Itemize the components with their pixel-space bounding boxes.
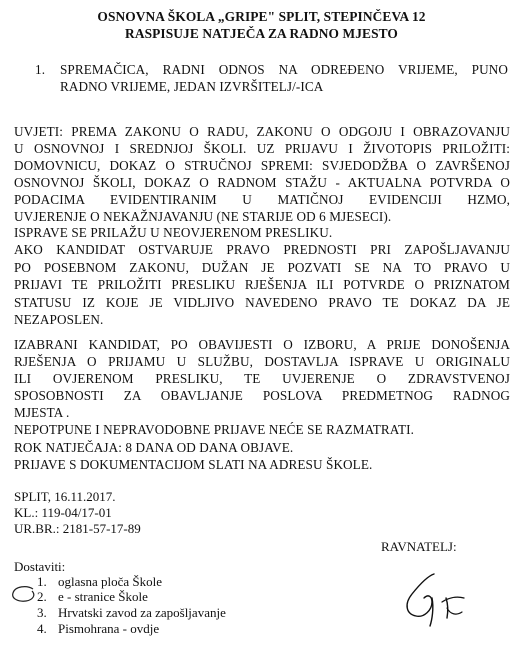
body-line: U OSNOVNOJ I SREDNJOJ ŠKOLI. UZ PRIJAVU I ŽIVOTOPIS PRILOŽITI: (14, 141, 510, 156)
body-line: NEPOTPUNE I NEPRAVODOBNE PRIJAVE NEĆE SE RAZMATRATI. (14, 422, 414, 437)
body-line: PO POSEBNOM ZAKONU, DUŽAN JE POZVATI SE NA TO PRAVO U (14, 260, 510, 275)
position-line-1: SPREMAČICA, RADNI ODNOS NA ODREĐENO VRIJEME, PUNO (60, 62, 508, 77)
body-line: DOMOVNICU, DOKAZ O STRUČNOJ SPREMI: SVJEDODŽBA O ZAVRŠENOJ (14, 158, 510, 173)
body-line: UVJERENJE O NEKAŽNJAVANJU (NE STARIJE OD 6 MJESECI). (14, 209, 392, 224)
classification-number: KL.: 119-04/17-01 (14, 505, 112, 520)
handwritten-signature (398, 568, 498, 628)
body-line: OSNOVNOJ ŠKOLI, DOKAZ O RADNOM STAŽU - AKTUALNA POTVRDA O (14, 175, 510, 190)
distribution-item: oglasna ploča Škole (58, 574, 162, 589)
body-line: PRIJAVE S DOKUMENTACIJOM SLATI NA ADRESU ŠKOLE. (14, 457, 373, 472)
body-line: UVJETI: PREMA ZAKONU O RADU, ZAKONU O ODGOJU I OBRAZOVANJU (14, 124, 510, 139)
distribution-item-number: 4. (37, 621, 47, 636)
handwritten-circle-mark (11, 585, 37, 603)
body-line: AKO KANDIDAT OSTVARUJE PRAVO PREDNOSTI PRI ZAPOŠLJAVANJU (14, 242, 510, 257)
body-line: STATUSU IZ KOJE JE VIDLJIVO NAVEDENO PRAVO TE DOKAZ DA JE (14, 295, 510, 310)
body-line: RJEŠENJA O PRIJAMU U SLUŽBU, DOSTAVLJA ISPRAVE U ORIGINALU (14, 354, 510, 369)
document-date: SPLIT, 16.11.2017. (14, 489, 116, 504)
position-number: 1. (35, 62, 46, 77)
body-line: SPOSOBNOSTI ZA OBAVLJANJE POSLOVA PREDMETNOG RADNOG (14, 388, 510, 403)
body-line: ISPRAVE SE PRILAŽU U NEOVJERENOM PRESLIKU. (14, 225, 333, 240)
signature-label: RAVNATELJ: (381, 539, 457, 554)
body-line: MJESTA . (14, 405, 70, 420)
body-line: PODACIMA EVIDENTIRANIM U MATIČNOJ EVIDENCIJI HZMO, (14, 192, 510, 207)
distribution-item-number: 2. (37, 589, 47, 604)
body-line: NEZAPOSLEN. (14, 312, 104, 327)
body-line: ROK NATJEČAJA: 8 DANA OD DANA OBJAVE. (14, 440, 294, 455)
position-line-2: RADNO VRIJEME, JEDAN IZVRŠITELJ/-ICA (60, 79, 324, 94)
distribution-item-number: 3. (37, 605, 47, 620)
distribution-item: Hrvatski zavod za zapošljavanje (58, 605, 226, 620)
distribution-item-number: 1. (37, 574, 47, 589)
body-line: ILI OVJERENOM PRESLIKU, TE UVJERENJE O ZDRAVSTVENOJ (14, 371, 510, 386)
body-line: PRIJAVI TE PRILOŽITI PRESLIKU RJEŠENJA ILI POTVRDE O PRIZNATOM (14, 277, 510, 292)
body-line: IZABRANI KANDIDAT, PO OBAVIJESTI O IZBORU, A PRIJE DONOŠENJA (14, 337, 510, 352)
distribution-item: e - stranice Škole (58, 589, 148, 604)
registry-number: UR.BR.: 2181-57-17-89 (14, 521, 141, 536)
distribution-label: Dostaviti: (14, 559, 66, 574)
distribution-item: Pismohrana - ovdje (58, 621, 160, 636)
document-subtitle: RASPISUJE NATJEČA ZA RADNO MJESTO (125, 26, 398, 41)
document-title: OSNOVNA ŠKOLA „GRIPE" SPLIT, STEPINČEVA 12 (97, 9, 426, 24)
